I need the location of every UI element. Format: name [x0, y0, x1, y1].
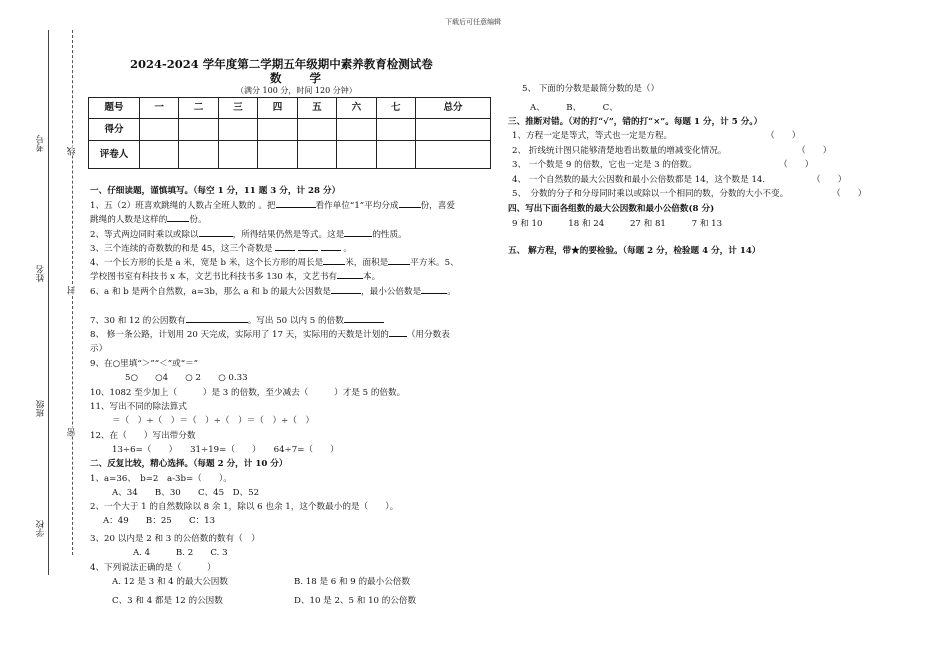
choice-4: 4、下列说法正确的是（ ）	[90, 563, 216, 573]
answer-blank[interactable]	[167, 221, 189, 222]
score-row-label: 得分	[89, 119, 140, 141]
answer-blank[interactable]	[323, 264, 345, 265]
question-1-text: 1、五（2）班喜欢跳绳的人数占全班人数的 。把	[90, 201, 276, 211]
choice-4-option-c: C、3 和 4 都是 12 的公因数	[112, 596, 223, 606]
judge-1: 1、方程一定是等式，等式也一定是方程。	[512, 131, 673, 141]
judge-4: 4、 一个自然数的最大公因数和最小公倍数都是 14，这个数是 14.	[512, 175, 766, 185]
answer-blank[interactable]	[199, 236, 233, 237]
score-table-header-row	[89, 98, 491, 119]
answer-blank[interactable]	[331, 293, 361, 294]
question-6-text: 6、a 和 b 是两个自然数，a=3b，那么 a 和 b 的最大公因数是	[90, 287, 332, 297]
answer-blank[interactable]	[337, 278, 363, 279]
binding-line	[48, 30, 49, 575]
grader-cell[interactable]	[297, 141, 336, 169]
seal-mark-feng: 封	[67, 286, 77, 295]
score-cell[interactable]	[140, 119, 179, 141]
seal-mark-mi: 密	[67, 428, 77, 437]
question-1-text: 跳绳的人数是这样的	[90, 215, 168, 225]
score-cell[interactable]	[258, 119, 297, 141]
judge-1-paren[interactable]: （ ）	[766, 131, 801, 141]
side-label-xuexiao: 学校	[36, 520, 46, 537]
grader-cell[interactable]	[258, 141, 297, 169]
question-2-text: ，所得结果仍然是等式。这是	[232, 230, 345, 240]
grader-cell[interactable]	[218, 141, 257, 169]
grader-cell[interactable]	[179, 141, 218, 169]
score-header-cell: 七	[376, 98, 415, 119]
question-6-text: ，最小公倍数是	[361, 287, 422, 297]
grader-cell[interactable]	[415, 141, 490, 169]
exam-subtitle: （满分 100 分，时间 120 分钟）	[236, 86, 357, 95]
score-header-cell: 一	[140, 98, 179, 119]
judge-2: 2、 折线统计图只能够清楚地看出数量的增减变化情况。	[512, 146, 727, 156]
score-header-cell: 四	[258, 98, 297, 119]
question-1-text: 看作单位“1”平均分成	[315, 201, 399, 211]
score-header-cell: 三	[218, 98, 257, 119]
choice-5-options: A、 B、 C、	[530, 103, 618, 113]
score-header-cell: 五	[297, 98, 336, 119]
question-1-text: 份，喜爱	[420, 201, 455, 211]
answer-blank[interactable]	[298, 250, 318, 251]
question-7-text: 7、30 和 12 的公因数有	[90, 316, 186, 326]
question-7	[90, 316, 384, 327]
judge-3: 3、 一个数是 9 的倍数，它也一定是 3 的倍数。	[512, 160, 697, 170]
answer-blank[interactable]	[186, 322, 248, 323]
question-4-text: 4、一个长方形的长是 a 米，宽是 b 米，这个长方形的周长是	[90, 258, 324, 268]
question-12: 12、在（ ）写出带分数	[90, 431, 196, 441]
question-1	[90, 201, 455, 212]
side-label-banji: 班级	[36, 400, 46, 417]
seal-mark-xian: 线	[67, 147, 77, 156]
section-1-heading: 一、仔细读题，谨慎填写。（每空 1 分，11 题 3 分，计 28 分）	[90, 186, 341, 196]
answer-blank[interactable]	[321, 250, 341, 251]
choice-2: 2、一个大于 1 的自然数除以 8 余 1，除以 6 也余 1，这个数最小的是（ ）。	[90, 502, 399, 512]
question-8-text: （用分数表	[406, 330, 450, 340]
subject-title: 数 学	[270, 71, 334, 85]
question-3-text: 3、三个连续的奇数数的和是 45，这三个奇数是	[90, 244, 273, 254]
section-2-heading: 二、反复比较，精心选择。（每题 2 分，计 10 分）	[90, 459, 288, 469]
score-cell[interactable]	[376, 119, 415, 141]
judge-2-paren[interactable]: （ ）	[797, 146, 832, 156]
grader-cell[interactable]	[140, 141, 179, 169]
choice-3: 3、20 以内是 2 和 3 的公倍数的数有（ ）	[90, 534, 260, 544]
grader-cell[interactable]	[337, 141, 376, 169]
answer-blank[interactable]	[344, 322, 384, 323]
side-label-xingming: 姓名	[36, 265, 46, 282]
question-12-expr: 13÷6=（ ） 31÷19=（ ） 64÷7=（ ）	[112, 445, 339, 455]
choice-5: 5、 下面的分数是最简分数的是（）	[522, 84, 660, 94]
choice-2-options: A：49 B：25 C：13	[103, 516, 216, 526]
score-cell[interactable]	[297, 119, 336, 141]
question-3-text: 。	[343, 244, 352, 254]
section-4-groups: 9 和 10 18 和 24 27 和 81 7 和 13	[512, 219, 723, 229]
question-11: 11、写出不同的除法算式	[90, 402, 187, 412]
answer-blank[interactable]	[344, 236, 372, 237]
question-2-text: 2、等式两边同时乘以或除以	[90, 230, 199, 240]
score-header-cell: 二	[179, 98, 218, 119]
question-8	[90, 330, 450, 341]
question-4-text: 平方米。5、	[410, 258, 459, 268]
choice-1-options: A、34 B、30 C、45 D、52	[112, 488, 260, 498]
judge-3-paren[interactable]: （ ）	[779, 160, 814, 170]
score-header-cell: 六	[337, 98, 376, 119]
grader-cell[interactable]	[376, 141, 415, 169]
question-2-text: 的性质。	[372, 230, 407, 240]
score-row	[89, 119, 491, 141]
question-8-cont: 示）	[90, 344, 108, 354]
question-7-text: 。写出 50 以内 5 的倍数	[247, 316, 344, 326]
question-9-items: 5○ ○4 ○ 2 ○ 0.33	[125, 373, 248, 383]
answer-blank[interactable]	[399, 207, 421, 208]
answer-blank[interactable]	[388, 264, 410, 265]
question-5	[90, 272, 380, 283]
question-3	[90, 244, 352, 255]
question-6-text: 。	[447, 287, 456, 297]
judge-5-paren[interactable]: （ ）	[832, 189, 867, 199]
choice-1: 1、a=36、 b=2 a-3b=（ ）。	[90, 474, 232, 484]
score-header-cell: 题号	[89, 98, 140, 119]
section-3-heading: 三、推断对错。（对的打“√”，错的打“×”。每题 1 分，计 5 分。）	[508, 117, 763, 127]
judge-5: 5、 分数的分子和分母同时乘以或除以一个相同的数，分数的大小不变。	[512, 189, 789, 199]
answer-blank[interactable]	[275, 250, 295, 251]
grader-row-label: 评卷人	[89, 141, 140, 169]
question-4	[90, 258, 459, 269]
question-6	[90, 287, 456, 298]
score-cell[interactable]	[179, 119, 218, 141]
choice-4-option-d: D、10 是 2、5 和 10 的公倍数	[294, 596, 417, 606]
score-cell[interactable]	[218, 119, 257, 141]
choice-4-option-b: B. 18 是 6 和 9 的最小公倍数	[294, 577, 411, 587]
header-note: 下载后可任意编辑	[445, 18, 501, 26]
answer-blank[interactable]	[276, 207, 316, 208]
judge-4-paren[interactable]: （ ）	[812, 175, 847, 185]
question-11-expr: ＝（ ）÷（ ）＝（ ）÷（ ）＝（ ）÷（ ）	[112, 416, 315, 426]
score-table	[88, 97, 491, 169]
question-4-text: 米，面积是	[345, 258, 389, 268]
choice-3-options: A. 4 B. 2 C. 3	[133, 548, 228, 558]
question-1-cont	[90, 215, 207, 226]
question-5-text: 学校图书室有科技书 x 本，文艺书比科技书多 130 本，文艺书有	[90, 272, 338, 282]
question-1-text: 份。	[189, 215, 207, 225]
section-5-heading: 五、 解方程，带★的要检验。（每题 2 分，检验题 4 分，计 14）	[508, 246, 761, 256]
choice-4-option-a: A. 12 是 3 和 4 的最大公因数	[112, 577, 228, 587]
question-2	[90, 230, 407, 241]
grader-row	[89, 141, 491, 169]
score-cell[interactable]	[415, 119, 490, 141]
question-9: 9、在○里填“＞”“＜”或“＝”	[90, 359, 199, 369]
score-header-cell: 总分	[415, 98, 490, 119]
question-5-text: 本。	[363, 272, 381, 282]
side-label-kaohao: 考号	[36, 135, 46, 152]
section-4-heading: 四、写出下面各组数的最大公因数和最小公倍数(8 分)	[508, 204, 715, 214]
question-8-text: 8、 修一条公路，计划用 20 天完成，实际用了 17 天，实际用的天数是计划的	[90, 330, 389, 340]
answer-blank[interactable]	[389, 336, 407, 337]
score-cell[interactable]	[337, 119, 376, 141]
answer-blank[interactable]	[421, 293, 447, 294]
page-title: 2024-2024 学年度第二学期五年级期中素养教育检测试卷	[130, 57, 433, 71]
question-10: 10、1082 至少加上（ ）是 3 的倍数，至少减去（ ）才是 5 的倍数。	[90, 388, 406, 398]
